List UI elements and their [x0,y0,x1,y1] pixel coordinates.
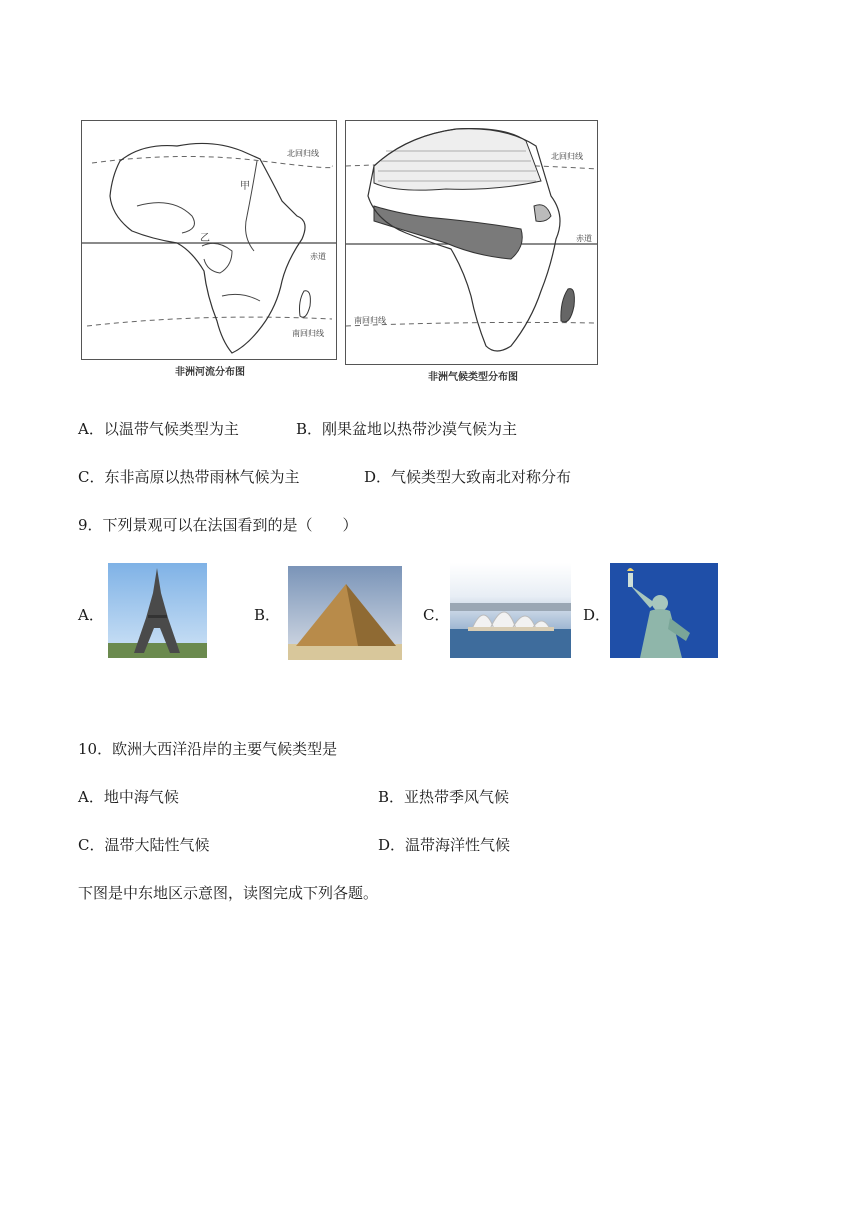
middle-east-intro: 下图是中东地区示意图，读图完成下列各题。 [78,884,379,902]
niger-river [137,203,194,233]
africa-climate-map-drawing [346,121,597,364]
tropic-capricorn-label: 南回归线 [354,316,386,325]
q10-option-c: C．温带大陆性气候 [78,836,210,854]
q8-option-b: B．刚果盆地以热带沙漠气候为主 [296,420,518,438]
q8-option-a: A．以温带气候类型为主 [78,420,239,438]
africa-climate-map [345,120,598,365]
tropic-of-capricorn-line [87,317,332,326]
pyramid-icon [288,566,402,660]
sydney-opera-house-icon [450,563,571,658]
tropic-cancer-label: 北回归线 [287,149,319,158]
q9-stem: 9．下列景观可以在法国看到的是（ ） [78,516,358,534]
tropic-cancer-label: 北回归线 [551,152,583,161]
tropic-capricorn-label: 南回归线 [292,329,324,338]
q10-option-b: B．亚热带季风气候 [378,788,510,806]
africa-outline [110,143,305,353]
jia-label: 甲 [240,181,250,192]
zambezi-river [222,294,260,301]
climate-map-caption: 非洲气候类型分布图 [428,372,518,383]
q10-stem: 10．欧洲大西洋沿岸的主要气候类型是 [78,740,338,758]
q8-option-c: C．东非高原以热带雨林气候为主 [78,468,300,486]
africa-rivers-map-drawing [82,121,336,359]
q10-option-d: D．温带海洋性气候 [378,836,511,854]
q10-option-a: A．地中海气候 [78,788,179,806]
madagascar-outline [300,291,311,317]
congo-river [202,243,232,273]
q9-option-c-letter: C． [423,606,450,624]
q9-option-d-letter: D． [583,606,611,624]
equator-label: 赤道 [310,252,326,261]
nile-river [246,161,257,251]
yi-label: 乙 [200,233,210,244]
q9-option-b-letter: B． [254,606,281,624]
equator-label: 赤道 [576,234,592,243]
statue-of-liberty-icon [610,563,718,658]
q9-option-a-letter: A． [78,606,104,624]
africa-rivers-map [81,120,337,360]
ethiopia-highland-zone [534,205,551,222]
rainforest-zone [374,206,522,259]
q8-option-d: D．气候类型大致南北对称分布 [364,468,572,486]
rivers-map-caption: 非洲河流分布图 [175,367,245,378]
eiffel-tower-icon [108,563,207,658]
madagascar-outline [561,289,575,322]
tropic-of-cancer-line [92,156,333,167]
